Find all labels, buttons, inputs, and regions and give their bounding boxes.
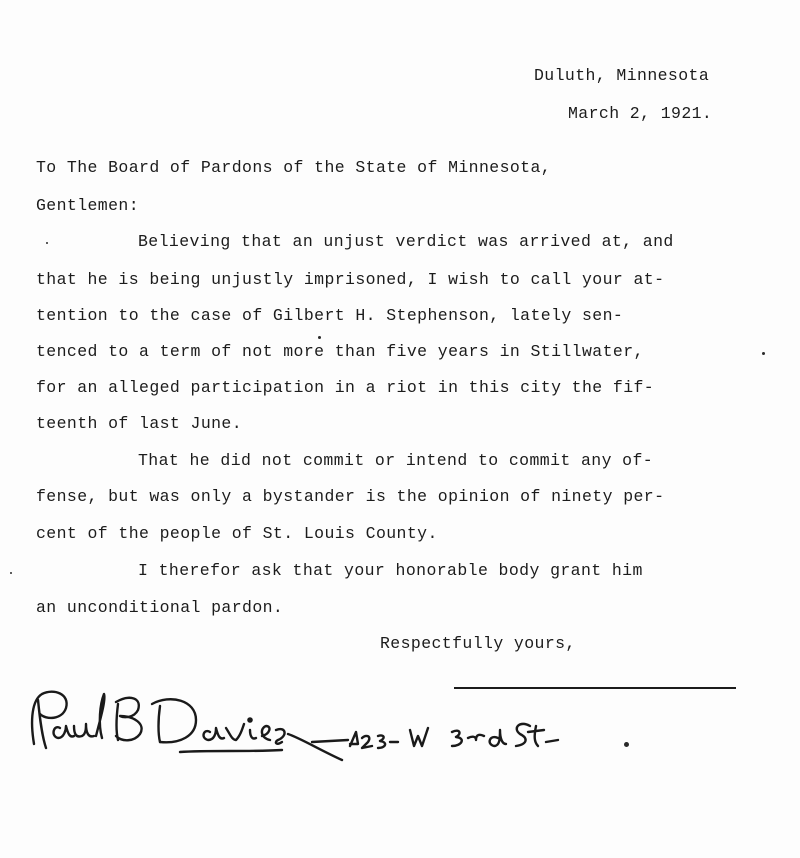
paragraph-1-line: for an alleged participation in a riot in this city the fif- xyxy=(36,378,655,397)
letter-date: March 2, 1921. xyxy=(568,104,713,123)
paragraph-1-line: Believing that an unjust verdict was arrived at, and xyxy=(138,232,674,251)
ink-speck xyxy=(10,572,12,574)
paragraph-2-line: fense, but was only a bystander is the opinion of ninety per- xyxy=(36,487,665,506)
ink-speck xyxy=(762,352,765,355)
letter-place: Duluth, Minnesota xyxy=(534,66,710,85)
paragraph-1-line: teenth of last June. xyxy=(36,414,243,433)
paragraph-1-line: tention to the case of Gilbert H. Stephenson, lately sen- xyxy=(36,306,624,325)
ink-speck xyxy=(46,242,48,244)
paragraph-3-line: an unconditional pardon. xyxy=(36,598,284,617)
ink-speck xyxy=(318,336,321,339)
handwritten-signature xyxy=(20,680,640,780)
ink-speck xyxy=(624,742,629,747)
letter-closing: Respectfully yours, xyxy=(380,634,576,653)
letter-addressee: To The Board of Pardons of the State of Minnesota, xyxy=(36,158,552,177)
paragraph-1-line: that he is being unjustly imprisoned, I wish to call your at- xyxy=(36,270,665,289)
paragraph-2-line: That he did not commit or intend to commit any of- xyxy=(138,451,654,470)
paragraph-1-line: tenced to a term of not more than five years in Stillwater, xyxy=(36,342,644,361)
paragraph-3-line: I therefor ask that your honorable body grant him xyxy=(138,561,643,580)
paragraph-2-line: cent of the people of St. Louis County. xyxy=(36,524,438,543)
letter-salutation: Gentlemen: xyxy=(36,196,140,215)
